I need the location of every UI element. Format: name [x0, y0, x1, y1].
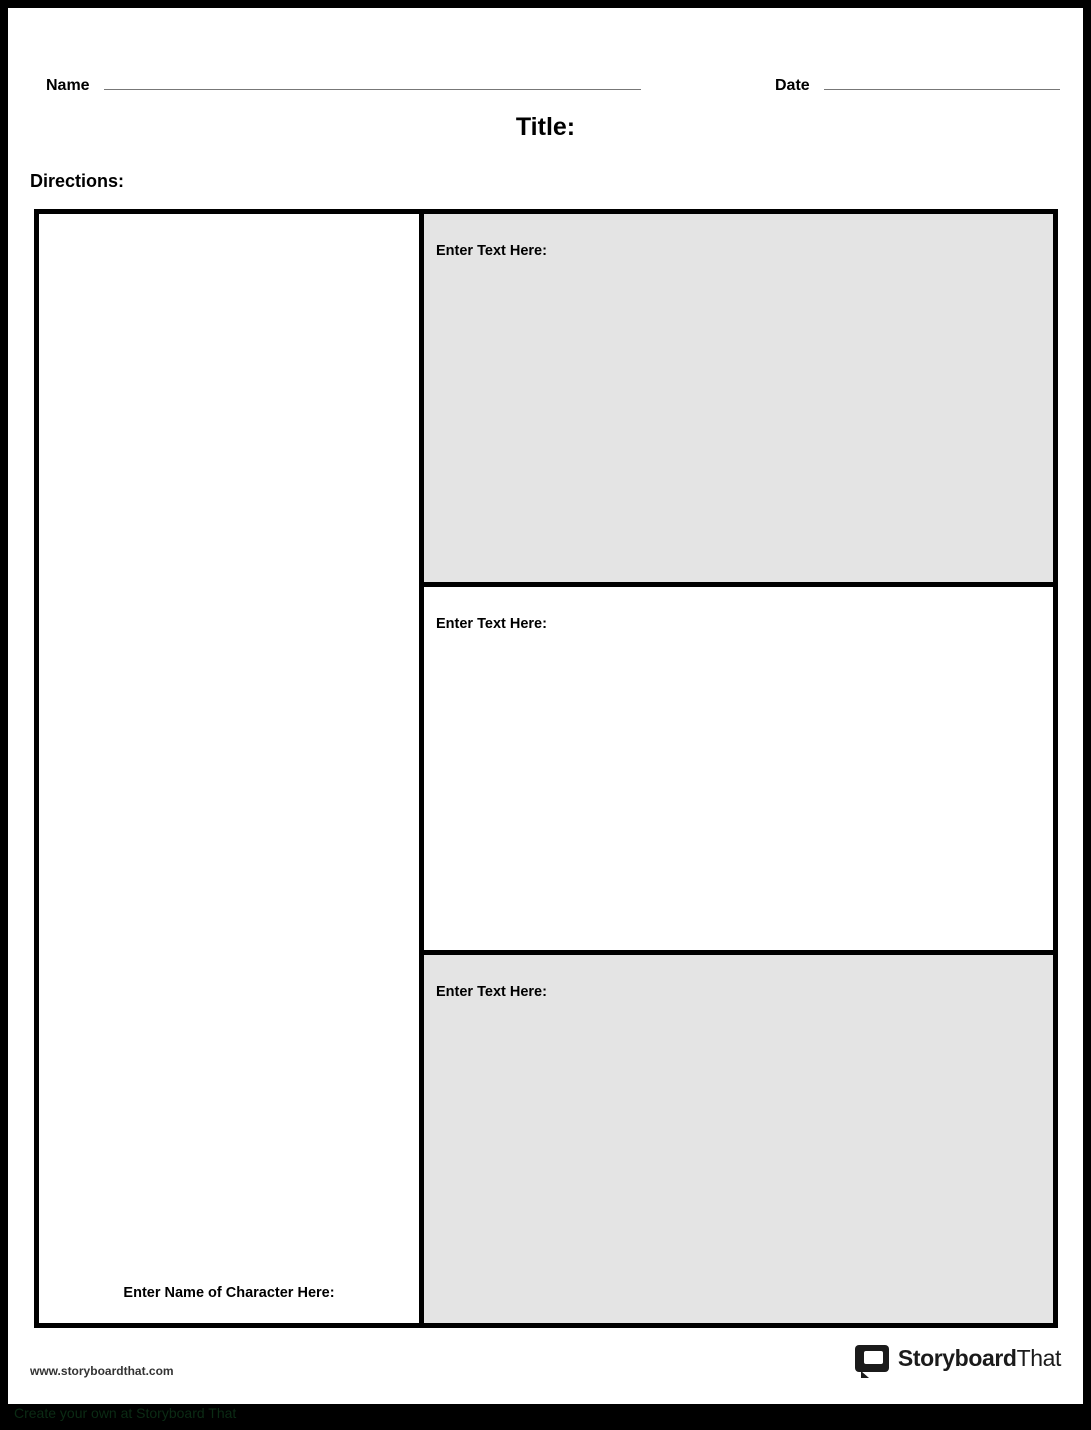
text-cell-3[interactable]: [424, 955, 1053, 1323]
brand-name-first: Storyboard: [897, 1345, 1017, 1371]
header-fields: [46, 63, 1060, 95]
character-image-cell[interactable]: [39, 214, 424, 1323]
character-name-label[interactable]: Enter Name of Character Here:: [123, 1285, 335, 1301]
footer-url[interactable]: www.storyboardthat.com: [30, 1364, 174, 1378]
bottom-caption: Create your own at Storyboard That: [14, 1405, 237, 1421]
text-cell-2-label[interactable]: Enter Text Here:: [436, 616, 547, 632]
worksheet-grid: [34, 209, 1058, 1328]
worksheet-page: [8, 8, 1083, 1404]
name-label: Name: [46, 77, 90, 94]
brand-name: [898, 1345, 1061, 1372]
directions-label[interactable]: Directions:: [30, 171, 125, 191]
speech-bubble-icon: [855, 1345, 889, 1372]
date-write-line[interactable]: [824, 88, 1060, 90]
text-cell-2[interactable]: [424, 587, 1053, 955]
text-cell-1[interactable]: [424, 214, 1053, 587]
text-cells-column: [424, 214, 1053, 1323]
date-field-group[interactable]: [775, 77, 1060, 95]
name-write-line[interactable]: [104, 88, 641, 90]
text-cell-3-label[interactable]: Enter Text Here:: [436, 984, 547, 1000]
text-cell-1-label[interactable]: Enter Text Here:: [436, 243, 547, 259]
brand-name-second: That: [1016, 1345, 1061, 1371]
brand-logo: [855, 1345, 1061, 1372]
page-title[interactable]: Title:: [515, 113, 576, 141]
name-field-group[interactable]: [46, 77, 641, 95]
date-label: Date: [775, 77, 810, 94]
